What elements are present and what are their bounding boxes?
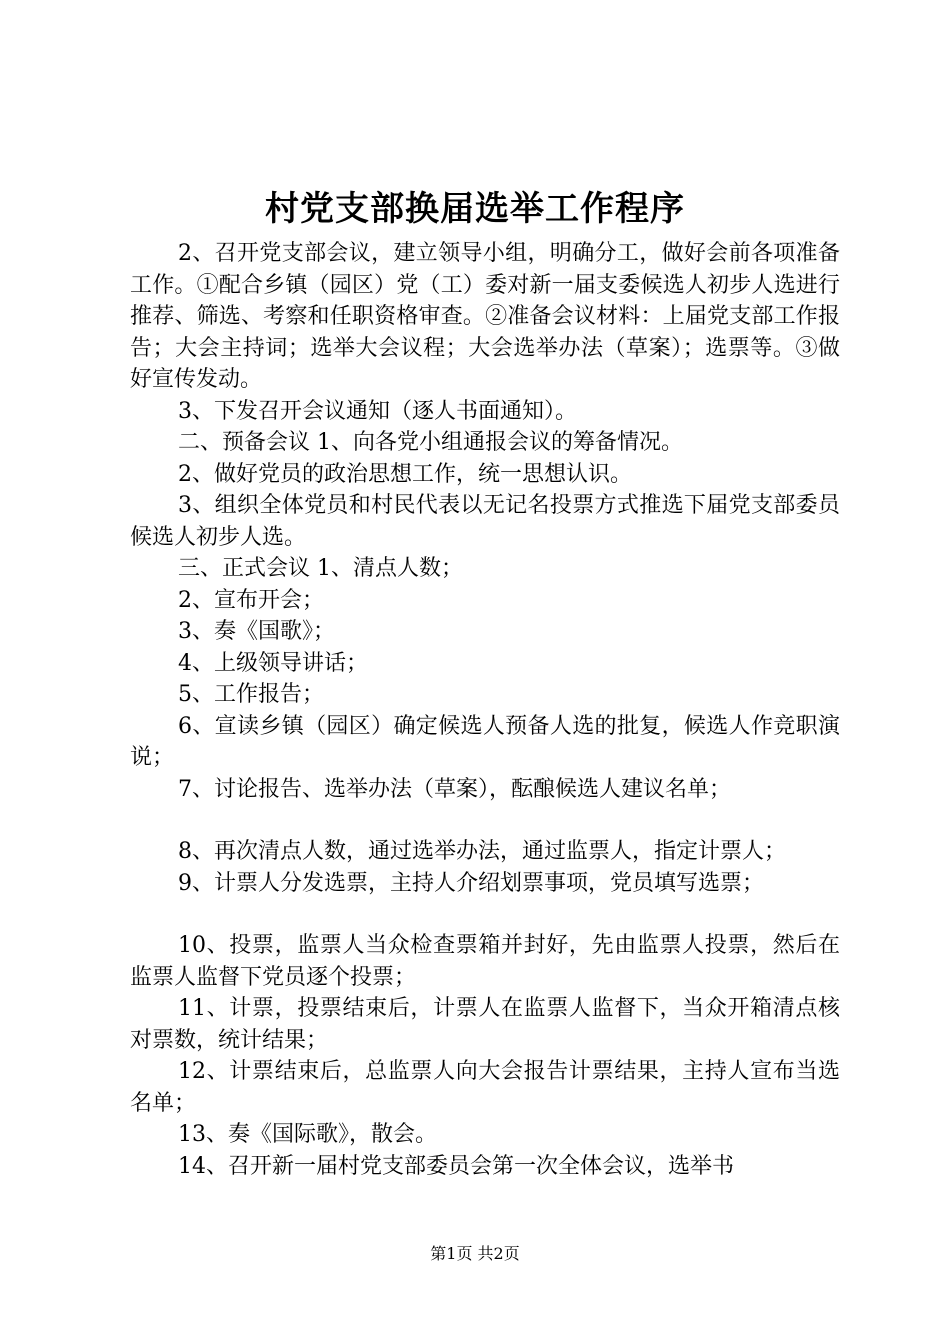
paragraph: 14、召开新一届村党支部委员会第一次全体会议，选举书 bbox=[178, 1153, 734, 1179]
paragraph: 三、正式会议 1、清点人数； bbox=[178, 556, 463, 581]
paragraph: 8、再次清点人数，通过选举办法，通过监票人，指定计票人； bbox=[178, 839, 786, 864]
paragraph: 2、做好党员的政治思想工作，统一思想认识。 bbox=[178, 461, 632, 487]
paragraph: 13、奏《国际歌》，散会。 bbox=[178, 1122, 437, 1147]
paragraph: 2、召开党支部会议，建立领导小组，明确分工，做好会前各项准备工作。①配合乡镇（园区）党（工）委对新一届支委候选人初步人选进行推荐、筛选、考察和任职资格审查。②准备会议材料：上届党支部工作报告；大会主持词；选举大会议程；大会选举办法（草案）；选票等。③做好宣传发动。 bbox=[130, 241, 840, 392]
paragraph: 3、奏《国歌》； bbox=[178, 619, 335, 644]
paragraph: 10、投票，监票人当众检查票箱并封好，先由监票人投票，然后在监票人监督下党员逐个投票； bbox=[130, 933, 840, 990]
paragraph: 2、宣布开会； bbox=[178, 587, 324, 613]
document-title: 村党支部换届选举工作程序 bbox=[265, 189, 685, 229]
paragraph: 4、上级领导讲话； bbox=[178, 650, 368, 676]
document-body bbox=[130, 238, 840, 1182]
paragraph: 3、组织全体党员和村民代表以无记名投票方式推选下届党支部委员候选人初步人选。 bbox=[130, 493, 840, 550]
paragraph: 9、计票人分发选票，主持人介绍划票事项，党员填写选票； bbox=[178, 870, 764, 896]
paragraph: 6、宣读乡镇（园区）确定候选人预备人选的批复，候选人作竞职演说； bbox=[130, 713, 840, 770]
paragraph: 3、下发召开会议通知（逐人书面通知）。 bbox=[178, 398, 577, 424]
paragraph: 12、计票结束后，总监票人向大会报告计票结果，主持人宣布当选名单； bbox=[130, 1059, 840, 1116]
page-number: 第1页 共2页 bbox=[430, 1244, 520, 1263]
paragraph: 二、预备会议 1、向各党小组通报会议的筹备情况。 bbox=[178, 430, 683, 455]
paragraph: 7、讨论报告、选举办法（草案），酝酿候选人建议名单； bbox=[178, 776, 731, 802]
paragraph: 11、计票，投票结束后，计票人在监票人监督下，当众开箱清点核对票数，统计结果； bbox=[130, 996, 840, 1053]
paragraph: 5、工作报告； bbox=[178, 682, 324, 707]
